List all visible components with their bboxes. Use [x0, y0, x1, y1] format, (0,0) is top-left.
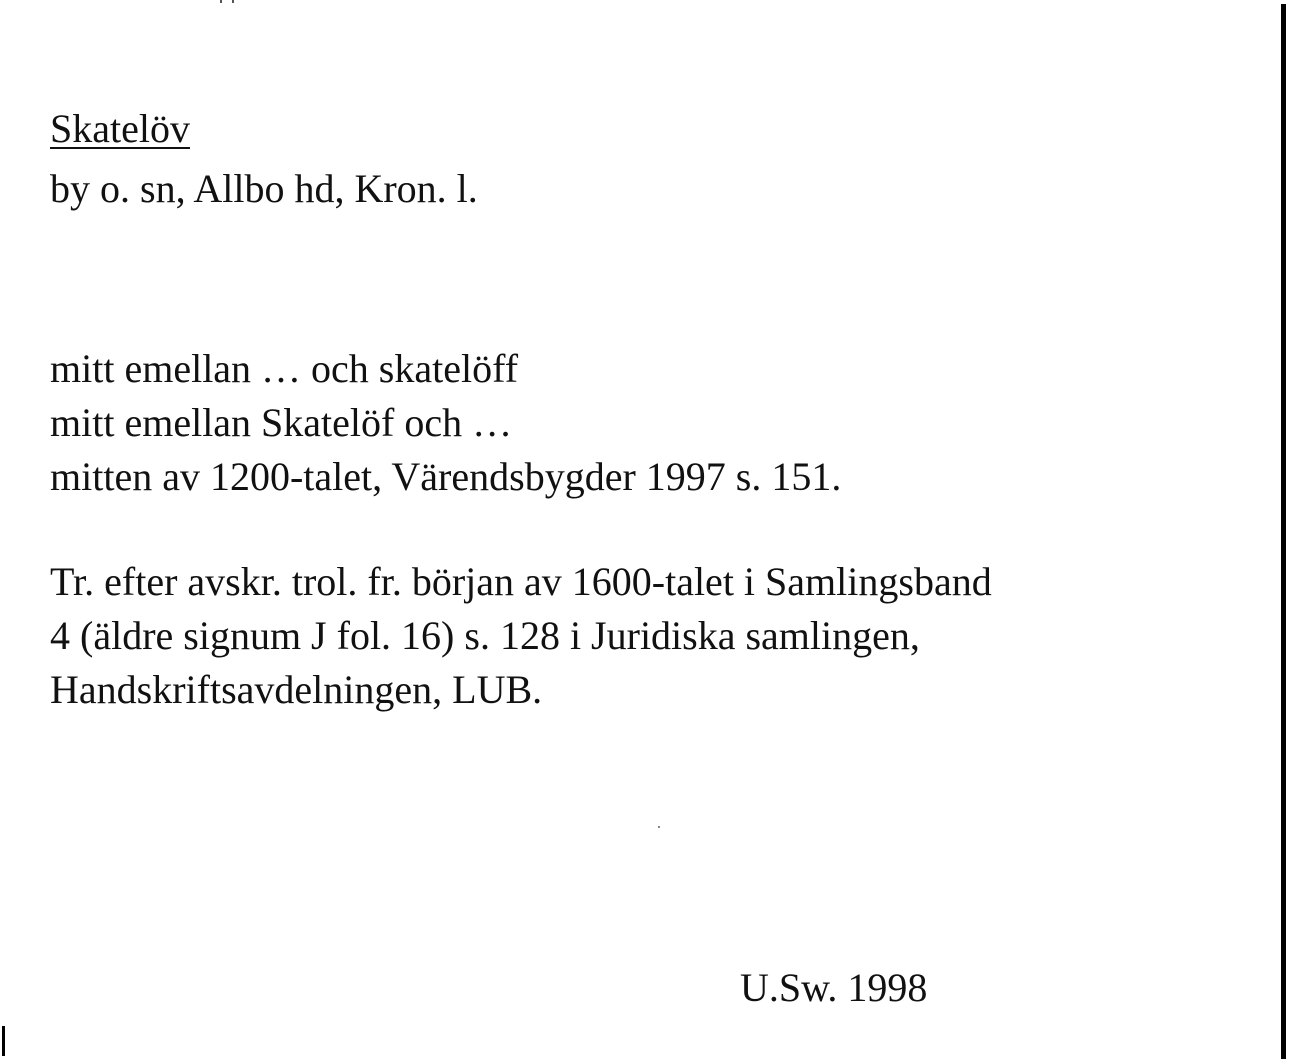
entry-title: Skatelöv — [50, 106, 190, 151]
card-edge-border — [1281, 4, 1286, 1059]
quote-line: mitten av 1200-talet, Värendsbygder 1997 s. 151. — [50, 454, 842, 499]
source-note-line: Handskriftsavdelningen, LUB. — [50, 667, 543, 712]
quote-line: mitt emellan Skatelöf och … — [50, 400, 513, 445]
source-note-line: 4 (äldre signum J fol. 16) s. 128 i Juridiska samlingen, — [50, 613, 920, 658]
source-note-line: Tr. efter avskr. trol. fr. början av 1600-talet i Samlingsband — [50, 559, 992, 604]
entry-location: by o. sn, Allbo hd, Kron. l. — [50, 166, 478, 211]
quote-line: mitt emellan … och skatelöff — [50, 346, 519, 391]
signature: U.Sw. 1998 — [740, 965, 928, 1010]
scan-speck — [658, 826, 660, 828]
scan-mark — [220, 0, 234, 3]
scan-mark — [2, 1026, 5, 1056]
